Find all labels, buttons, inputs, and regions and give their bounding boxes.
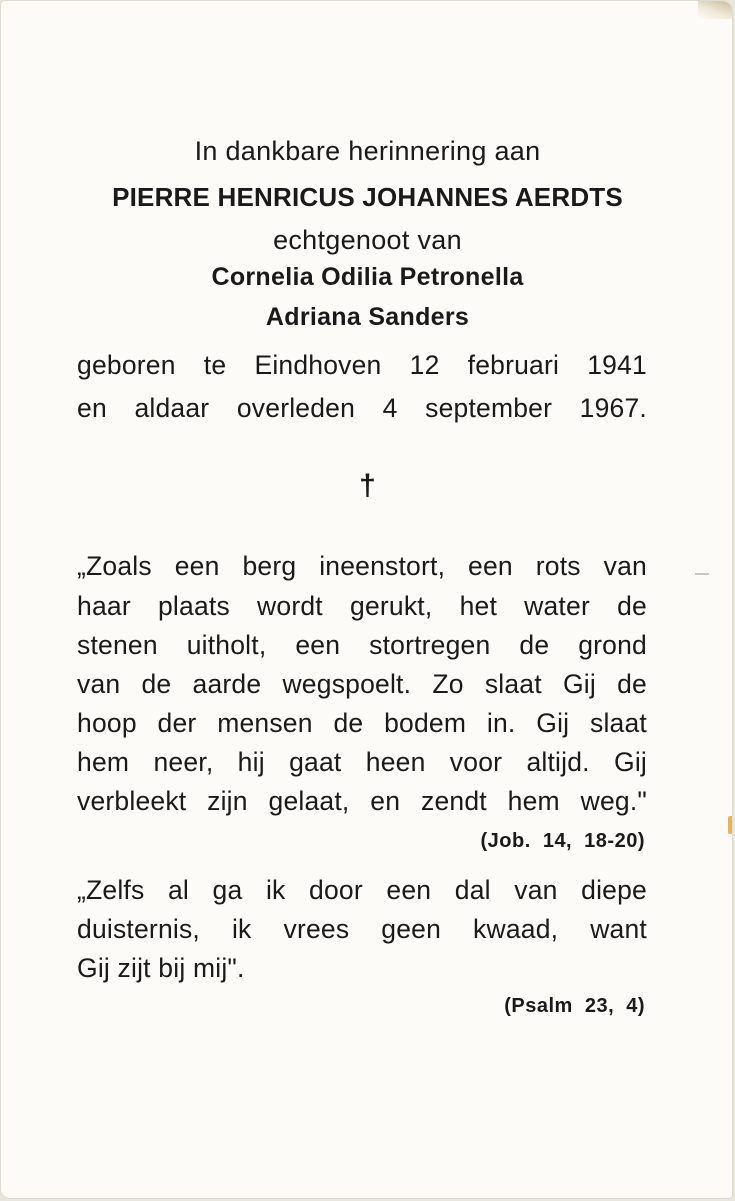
quote2-line: duisternis, ik vrees geen kwaad, want bbox=[77, 914, 647, 944]
dash-mark bbox=[695, 573, 709, 575]
spouse-name-line2: Adriana Sanders bbox=[265, 303, 470, 331]
quote1-line: verbleekt zijn gelaat, en zendt hem weg." bbox=[77, 786, 647, 816]
quote2-line: „Zelfs al ga ik door een dal van diepe bbox=[77, 875, 647, 905]
birth-line: geboren te Eindhoven 12 februari 1941 bbox=[77, 350, 647, 380]
quote1-line: hoop der mensen de bodem in. Gij slaat bbox=[77, 708, 647, 738]
quote1-reference: (Job. 14, 18-20) bbox=[480, 830, 645, 852]
intro-text: In dankbare herinnering aan bbox=[194, 136, 541, 166]
spouse-name-line1: Cornelia Odilia Petronella bbox=[211, 263, 524, 291]
relation-text: echtgenoot van bbox=[273, 225, 462, 255]
cross-icon: † bbox=[359, 469, 376, 502]
quote1-line: haar plaats wordt gerukt, het water de bbox=[77, 591, 647, 621]
deceased-name: PIERRE HENRICUS JOHANNES AERDTS bbox=[112, 182, 623, 212]
quote1-line: van de aarde wegspoelt. Zo slaat Gij de bbox=[77, 669, 647, 699]
quote2-reference: (Psalm 23, 4) bbox=[504, 995, 645, 1017]
death-line: en aldaar overleden 4 september 1967. bbox=[77, 393, 647, 423]
quote2-line: Gij zijt bij mij". bbox=[77, 953, 245, 983]
quote1-line: „Zoals een berg ineenstort, een rots van bbox=[77, 551, 647, 581]
quote1-line: hem neer, hij gaat heen voor altijd. Gij bbox=[77, 747, 647, 777]
edge-mark bbox=[728, 816, 732, 834]
corner-stain bbox=[698, 1, 732, 19]
quote1-line: stenen uitholt, een stortregen de grond bbox=[77, 630, 647, 660]
